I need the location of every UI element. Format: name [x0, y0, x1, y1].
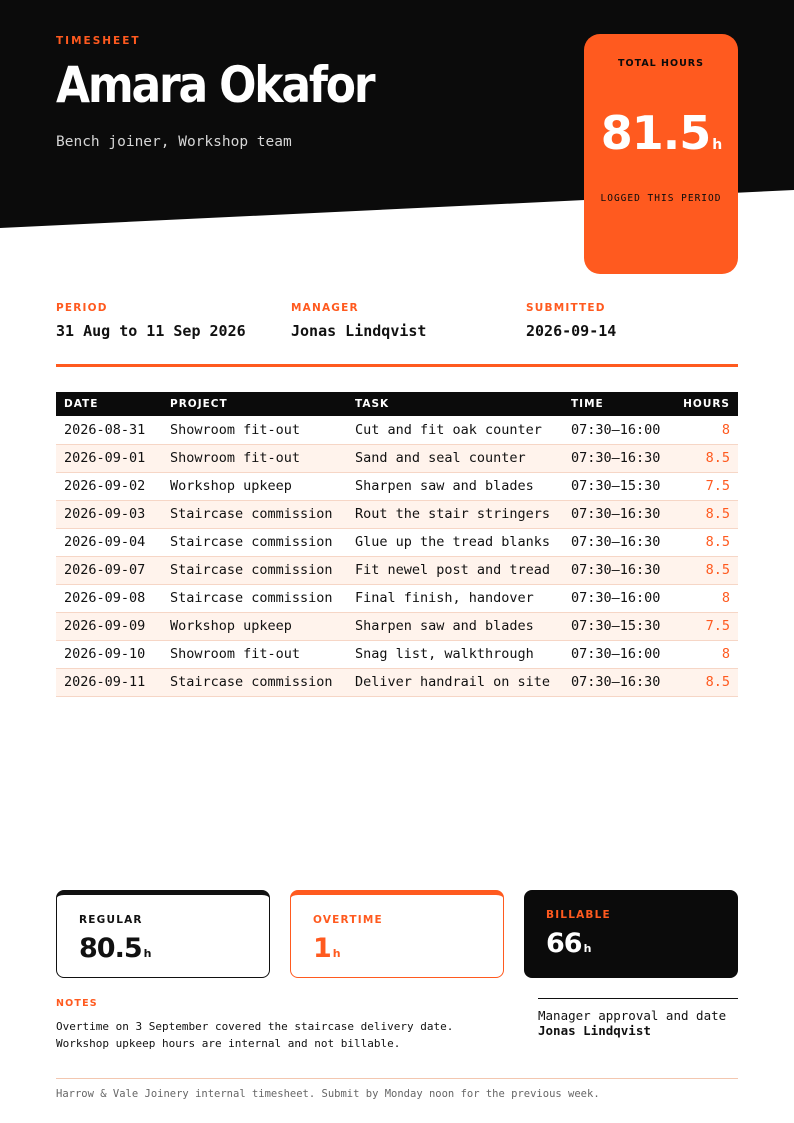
regular-value: [79, 933, 151, 964]
billable-number: 66: [546, 928, 582, 959]
total-hours-number: 81.5: [600, 106, 711, 160]
table-row: [56, 612, 738, 640]
manager-field: [291, 302, 426, 340]
table-row: [56, 416, 738, 444]
cell-date: 2026-08-31: [56, 416, 162, 444]
cell-project: Staircase commission: [162, 584, 347, 612]
cell-task: Rout the stair stringers: [347, 500, 563, 528]
approval-label: Manager approval and date: [538, 1008, 727, 1023]
timesheet-table: [56, 392, 738, 697]
employee-name: Amara Okafor: [56, 56, 374, 114]
notes-line: Workshop upkeep hours are internal and not billable.: [56, 1037, 401, 1050]
submitted-value: 2026-09-14: [526, 322, 617, 340]
cell-task: Sand and seal counter: [347, 444, 563, 472]
manager-label: MANAGER: [291, 302, 359, 314]
cell-time: 07:30–16:00: [563, 640, 673, 668]
cell-hours: 8: [673, 640, 738, 668]
total-hours-caption: LOGGED THIS PERIOD: [600, 193, 722, 204]
overtime-label: OVERTIME: [313, 914, 383, 926]
column-header-task: TASK: [347, 392, 563, 416]
cell-time: 07:30–16:30: [563, 556, 673, 584]
cell-time: 07:30–16:00: [563, 416, 673, 444]
cell-task: Cut and fit oak counter: [347, 416, 563, 444]
cell-date: 2026-09-03: [56, 500, 162, 528]
billable-unit: h: [583, 942, 592, 955]
period-label: PERIOD: [56, 302, 108, 314]
cell-task: Deliver handrail on site: [347, 668, 563, 696]
cell-task: Final finish, handover: [347, 584, 563, 612]
table-row: [56, 528, 738, 556]
column-header-date: DATE: [56, 392, 162, 416]
cell-project: Staircase commission: [162, 556, 347, 584]
cell-time: 07:30–16:30: [563, 528, 673, 556]
table-header-row: [56, 392, 738, 416]
footer-divider: [56, 1078, 738, 1079]
cell-time: 07:30–16:30: [563, 444, 673, 472]
cell-task: Sharpen saw and blades: [347, 472, 563, 500]
cell-time: 07:30–15:30: [563, 472, 673, 500]
cell-task: Fit newel post and tread: [347, 556, 563, 584]
regular-hours-card: [56, 890, 270, 978]
approval-name: Jonas Lindqvist: [538, 1023, 651, 1038]
cell-task: Snag list, walkthrough: [347, 640, 563, 668]
cell-date: 2026-09-04: [56, 528, 162, 556]
submitted-label: SUBMITTED: [526, 302, 606, 314]
total-hours-value: [584, 106, 738, 160]
overtime-value: [313, 933, 341, 964]
cell-project: Showroom fit-out: [162, 444, 347, 472]
column-header-project: PROJECT: [162, 392, 347, 416]
cell-task: Glue up the tread blanks: [347, 528, 563, 556]
regular-label: REGULAR: [79, 914, 143, 926]
overtime-number: 1: [313, 933, 331, 964]
total-hours-unit: h: [712, 137, 722, 153]
cell-time: 07:30–16:00: [563, 584, 673, 612]
section-divider: [56, 364, 738, 367]
overtime-hours-card: [290, 890, 504, 978]
manager-approval-signature: [538, 998, 738, 1038]
cell-date: 2026-09-11: [56, 668, 162, 696]
cell-hours: 8.5: [673, 668, 738, 696]
period-field: [56, 302, 246, 340]
column-header-time: TIME: [563, 392, 673, 416]
regular-number: 80.5: [79, 933, 142, 964]
submitted-field: [526, 302, 616, 340]
cell-date: 2026-09-09: [56, 612, 162, 640]
cell-project: Showroom fit-out: [162, 640, 347, 668]
table-row: [56, 500, 738, 528]
column-header-hours: HOURS: [673, 392, 738, 416]
cell-project: Staircase commission: [162, 528, 347, 556]
cell-hours: 7.5: [673, 472, 738, 500]
cell-date: 2026-09-07: [56, 556, 162, 584]
cell-hours: 7.5: [673, 612, 738, 640]
cell-date: 2026-09-10: [56, 640, 162, 668]
cell-hours: 8.5: [673, 444, 738, 472]
table-row: [56, 444, 738, 472]
table-row: [56, 472, 738, 500]
table-row: [56, 640, 738, 668]
notes-text: [56, 1018, 506, 1052]
cell-project: Staircase commission: [162, 668, 347, 696]
total-hours-label: TOTAL HOURS: [618, 58, 704, 69]
cell-project: Staircase commission: [162, 500, 347, 528]
cell-hours: 8: [673, 584, 738, 612]
billable-label: BILLABLE: [546, 909, 611, 921]
cell-project: Showroom fit-out: [162, 416, 347, 444]
document-type-label: TIMESHEET: [56, 35, 141, 47]
billable-hours-card: [524, 890, 738, 978]
cell-time: 07:30–16:30: [563, 668, 673, 696]
cell-hours: 8: [673, 416, 738, 444]
cell-project: Workshop upkeep: [162, 472, 347, 500]
cell-time: 07:30–15:30: [563, 612, 673, 640]
cell-date: 2026-09-08: [56, 584, 162, 612]
billable-value: [546, 928, 591, 959]
cell-task: Sharpen saw and blades: [347, 612, 563, 640]
regular-unit: h: [143, 947, 152, 960]
notes-label: NOTES: [56, 998, 98, 1009]
employee-role: Bench joiner, Workshop team: [56, 134, 292, 150]
period-value: 31 Aug to 11 Sep 2026: [56, 322, 246, 340]
cell-project: Workshop upkeep: [162, 612, 347, 640]
table-row: [56, 556, 738, 584]
table-row: [56, 668, 738, 696]
footer-text: Harrow & Vale Joinery internal timesheet. Submit by Monday noon for the previous week.: [56, 1088, 600, 1100]
cell-date: 2026-09-01: [56, 444, 162, 472]
cell-hours: 8.5: [673, 528, 738, 556]
manager-value: Jonas Lindqvist: [291, 322, 427, 340]
cell-hours: 8.5: [673, 500, 738, 528]
table-row: [56, 584, 738, 612]
total-hours-card: [584, 34, 738, 274]
cell-time: 07:30–16:30: [563, 500, 673, 528]
overtime-unit: h: [332, 947, 341, 960]
cell-hours: 8.5: [673, 556, 738, 584]
notes-line: Overtime on 3 September covered the staircase delivery date.: [56, 1020, 454, 1033]
cell-date: 2026-09-02: [56, 472, 162, 500]
